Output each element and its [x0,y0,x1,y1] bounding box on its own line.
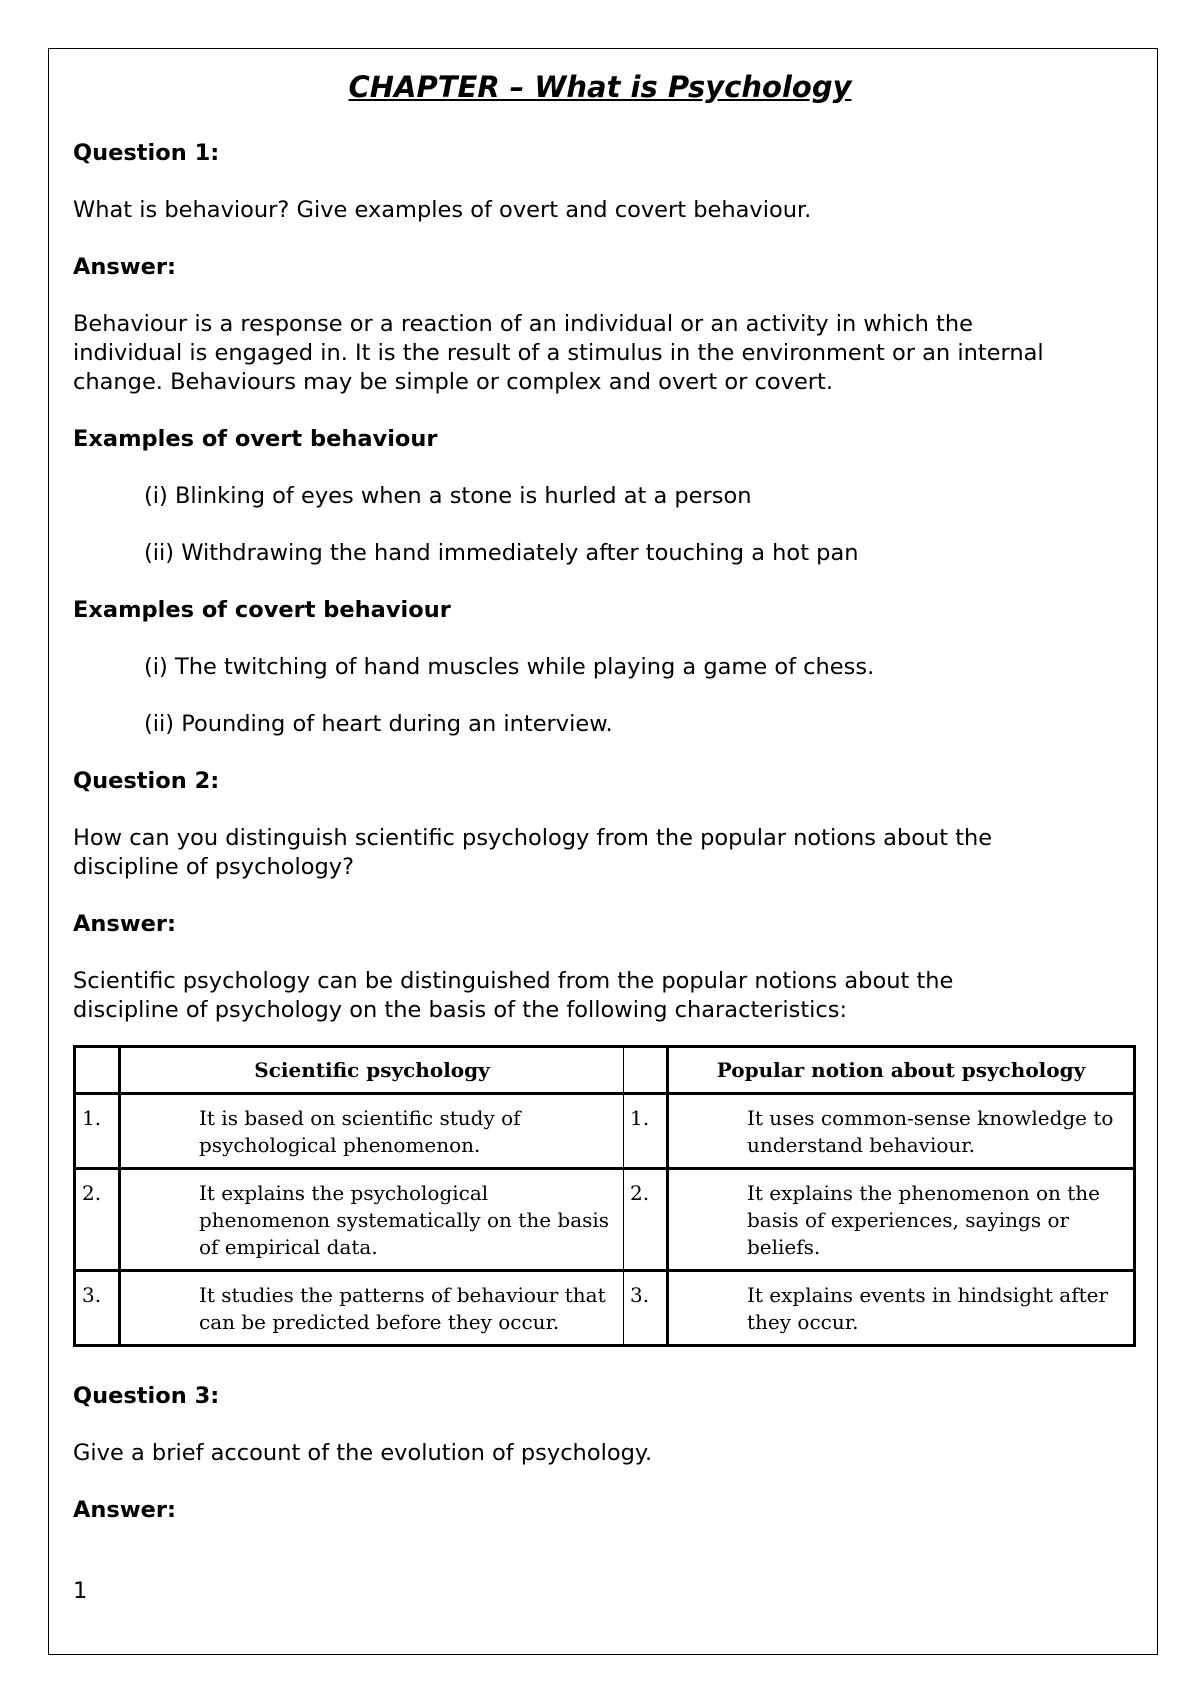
question-1-text: What is behaviour? Give examples of overt and covert behaviour. [73,197,812,223]
scientific-cell: It explains the psychological phenomenon systematically on the basis of empirical data. [120,1169,624,1271]
overt-item: (ii) Withdrawing the hand immediately after touching a hot pan [144,540,859,566]
chapter-title: CHAPTER – What is Psychology [348,70,852,104]
answer-2-line: Scientific psychology can be distinguished from the popular notions about the [73,968,954,994]
table-header-row [75,1047,1135,1094]
comparison-table [73,1045,1136,1347]
row-number: 1. [75,1094,120,1169]
table-row [75,1094,1135,1169]
table-row [75,1169,1135,1271]
page-number: 1 [73,1578,88,1604]
question-2-text: How can you distinguish scientific psychology from the popular notions about the [73,825,993,851]
header-popular: Popular notion about psychology [668,1047,1135,1094]
row-number: 2. [75,1169,120,1271]
question-1-label: Question 1: [73,140,220,166]
row-number: 3. [624,1271,668,1346]
question-2-text: discipline of psychology? [73,854,355,880]
scientific-cell: It is based on scientific study of psychological phenomenon. [120,1094,624,1169]
answer-1-line: change. Behaviours may be simple or complex and overt or covert. [73,369,834,395]
scientific-cell: It studies the patterns of behaviour that can be predicted before they occur. [120,1271,624,1346]
row-number: 2. [624,1169,668,1271]
question-3-text: Give a brief account of the evolution of psychology. [73,1440,653,1466]
covert-item: (ii) Pounding of heart during an interview. [144,711,613,737]
overt-item: (i) Blinking of eyes when a stone is hurled at a person [144,483,752,509]
answer-2-line: discipline of psychology on the basis of the following characteristics: [73,997,848,1023]
answer-3-label: Answer: [73,1497,176,1523]
overt-heading: Examples of overt behaviour [73,426,438,452]
question-2-label: Question 2: [73,768,220,794]
row-number: 3. [75,1271,120,1346]
row-number: 1. [624,1094,668,1169]
covert-heading: Examples of covert behaviour [73,597,451,623]
covert-item: (i) The twitching of hand muscles while playing a game of chess. [144,654,875,680]
answer-1-label: Answer: [73,254,176,280]
answer-2-label: Answer: [73,911,176,937]
header-num-cell [75,1047,120,1094]
header-num-cell [624,1047,668,1094]
answer-1-line: Behaviour is a response or a reaction of an individual or an activity in which the [73,311,973,337]
table-row [75,1271,1135,1346]
question-3-label: Question 3: [73,1383,220,1409]
popular-cell: It explains events in hindsight after they occur. [668,1271,1135,1346]
popular-cell: It uses common-sense knowledge to understand behaviour. [668,1094,1135,1169]
header-scientific: Scientific psychology [120,1047,624,1094]
popular-cell: It explains the phenomenon on the basis of experiences, sayings or beliefs. [668,1169,1135,1271]
answer-1-line: individual is engaged in. It is the result of a stimulus in the environment or an internal [73,340,1044,366]
